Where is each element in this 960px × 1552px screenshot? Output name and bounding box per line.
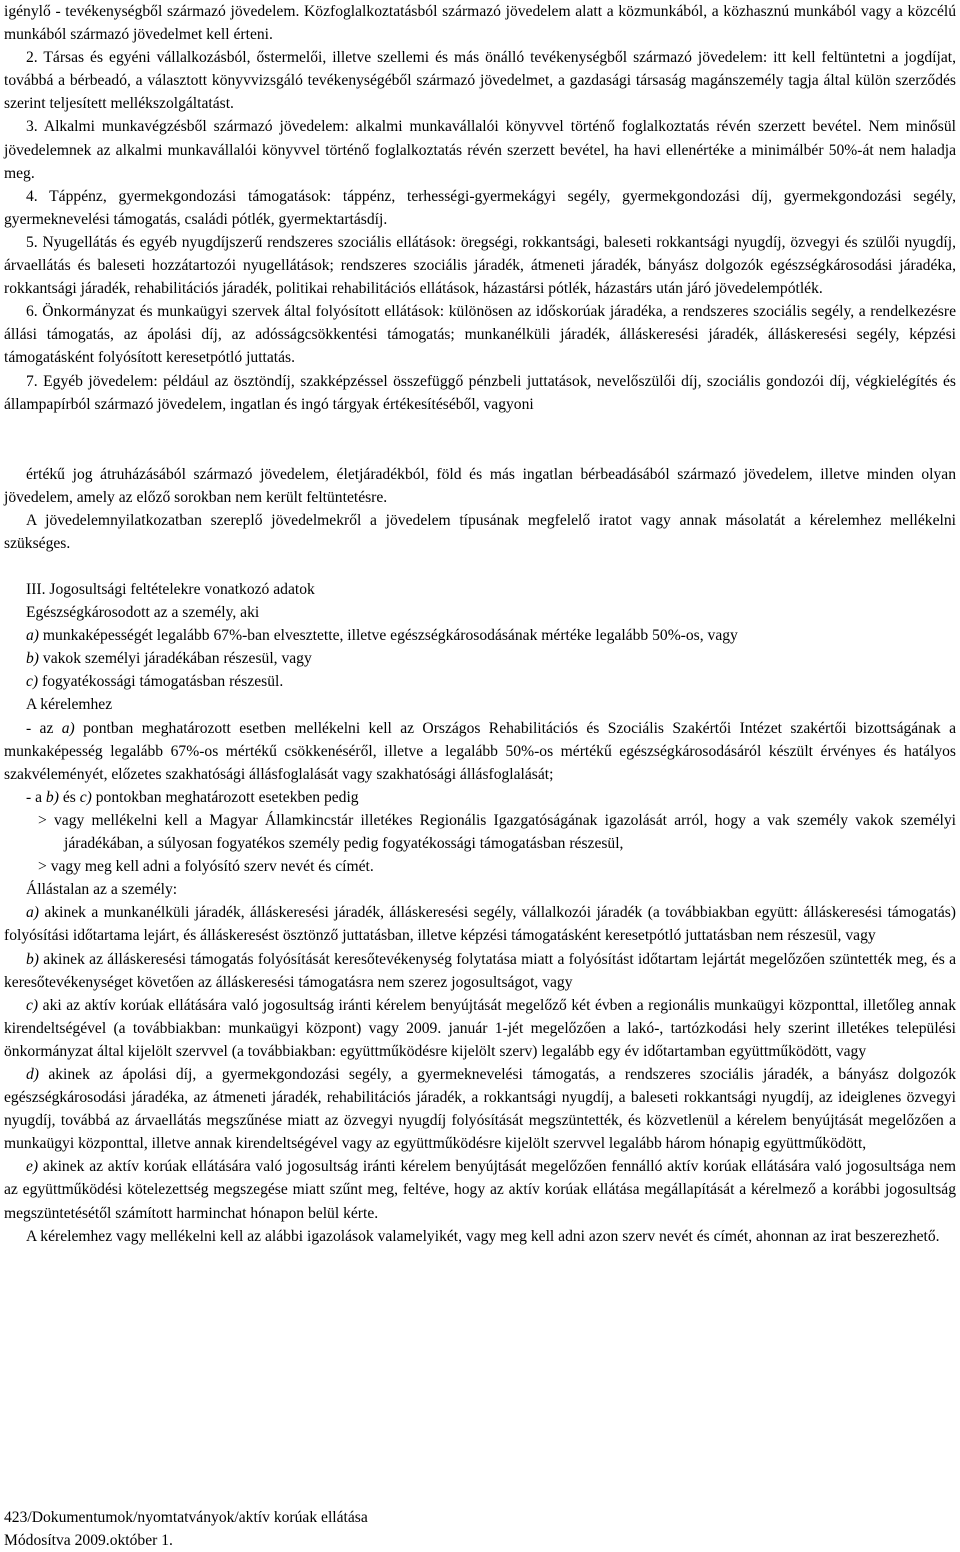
condition-c-text: fogyatékossági támogatásban részesül. xyxy=(38,673,284,691)
option-provide-address: > vagy meg kell adni a folyósító szerv nevét és címét. xyxy=(38,858,374,876)
paragraph-item-2: 2. Társas és egyéni vállalkozásból, őstermelői, illetve szellemi és más önálló tevékenységből származó jövedelem: itt kell feltüntetni a jogdíjat, továbbá a bérbeadó, a választott könyvvizsgáló tevékenységéből származó jövedelmet, a gazdasági társaság magánszemély tagja által külön szerződés szerint teljesített mellékszolgáltatást. xyxy=(4,49,956,113)
condition-a xyxy=(4,624,956,647)
condition-b-text: vakok személyi járadékában részesül, vagy xyxy=(39,650,312,668)
paragraph-item-7-continued: értékű jog átruházásából származó jövedelem, életjáradékból, föld és más ingatlan bérbeadásából származó jövedelem, illetve minden olyan jövedelem, amely az előző sorokban nem került feltüntetésre. xyxy=(4,466,956,507)
unemployed-d: d) akinek az ápolási díj, a gyermekgondozási segély, a gyermeknevelési támogatás, a rendszeres szociális járadék, a bányász dolgozók egészségkárosodási járadéka, az átmeneti járadék, rehabilitációs járadék, a rokkantsági nyugdíj, a baleseti rokkantsági nyugdíj, az ideiglenes özvegyi nyugdíj, továbbá az árvaellátás megszűnése miatt az özvegyi nyugdíj folyósítását megszüntették, és közvetlenül a kérelem benyújtását megelőzően a munkaügyi központtal, illetve annak kirendeltségével vagy az együttműködésre kijelölt szervvel legalább három hónapig együttműködött, xyxy=(4,1065,956,1153)
paragraph-item-3: 3. Alkalmi munkavégzésből származó jövedelem: alkalmi munkavállalói könyvvel történő foglalkoztatás révén szerzett bevétel. Nem minősül jövedelemnek az alkalmi munkavállalói könyvvel történő foglalkoztatás révén szerzett bevétel, ha havi ellenértéke a minimálbér 50%-át nem haladja meg. xyxy=(4,118,956,182)
paragraph-attachment-note: A jövedelemnyilatkozatban szereplő jövedelmekről a jövedelem típusának megfelelő iratot vagy annak másolatát a kérelemhez mellékelni szükséges. xyxy=(4,512,956,553)
unemployed-c: c) aki az aktív korúak ellátására való jogosultság iránti kérelem benyújtását megelőző két évben a regionális munkaügyi központtal, illetőleg annak kirendeltségével (a továbbiakban: munkaügyi központ) vagy 2009. január 1-jét megelőzően a lakó-, tartózkodási hely szerint illetékes települési önkormányzat által kijelölt szervvel (a továbbiakban: együttműködésre kijelölt szerv) legalább egy év időtartamban együttműködött, vagy xyxy=(4,996,956,1060)
paragraph-continuation: igénylő - tevékenységből származó jövedelem. Közfoglalkoztatásból származó jövedelem alatt a közmunkából, a közhasznú munkából vagy a közcélú munkából származó jövedelmet kell érteni. xyxy=(4,3,956,44)
health-damaged-intro: Egészségkárosodott az a személy, aki xyxy=(26,604,260,622)
unemployed-e: e) akinek az aktív korúak ellátására való jogosultság iránti kérelem benyújtását megelőzően fennálló aktív korúak ellátására való jogosultsága nem az együttműködési kötelezettség megszegése miatt szűnt meg, feltéve, hogy az aktív korúak ellátása megállapítását a kérelmező a korábbi jogosultság megszüntetésétől számított harminchat hónapon belül kérte. xyxy=(4,1158,956,1222)
page-footer xyxy=(4,1506,956,1552)
option-attach-certificate: > vagy mellékelni kell a Magyar Államkincstár illetékes Regionális Igazgatóságának igazolását arról, hogy a vak személy vakok személyi járadékában, a súlyosan fogyatékos személy pedig fogyatékossági támogatásban részesül, xyxy=(38,811,956,853)
condition-a-text: munkaképességét legalább 67%-ban elvesztette, illetve egészségkárosodásának mértéke legalább 50%-os, vagy xyxy=(39,627,738,645)
condition-b xyxy=(4,647,956,670)
closing-paragraph: A kérelemhez vagy mellékelni kell az alábbi igazolások valamelyikét, vagy meg kell adni azon szerv nevét és címét, ahonnan az irat beszerezhető. xyxy=(26,1227,940,1245)
unemployed-intro: Állástalan az a személy: xyxy=(26,881,178,899)
income-notes xyxy=(4,463,956,555)
attachment-dash-a: - az a) pontban meghatározott esetben mellékelni kell az Országos Rehabilitációs és Szociális Szakértői Intézet szakértői bizottságának a munkaképesség legalább 67%-os mértékű csökkenéséről, illetve a legalább 50%-os mértékű egészségkárosodásáról készült érvényes és hatályos szakvéleményét, előzetes szakhatósági állásfoglalását vagy szakhatósági állásfoglalását; xyxy=(4,719,956,783)
paragraph-item-7: 7. Egyéb jövedelem: például az ösztöndíj, szakképzéssel összefüggő pénzbeli juttatások, nevelőszülői díj, szociális gondozói díj, végkielégítés és állampapírból származó jövedelem, ingatlan és ingó tárgyak értékesítéséből, vagyoni xyxy=(4,372,956,413)
paragraph-item-4: 4. Táppénz, gyermekgondozási támogatások: táppénz, terhességi-gyermekágyi segély, gyermekgondozási díj, gyermekgondozási segély, gyermeknevelési támogatás, családi pótlék, gyermektartásdíj. xyxy=(4,187,956,228)
paragraph-item-6: 6. Önkormányzat és munkaügyi szervek által folyósított ellátások: különösen az időskorúak járadéka, a rendszeres szociális segély, a rendelkezésre állási támogatás, az ápolási díj, az adósságcsökkentési támogatás; munkanélküli járadék, álláskeresési járadék, álláskeresési segély, képzési támogatásként folyósított keresetpótló juttatás. xyxy=(4,303,956,367)
letter-c: c) xyxy=(26,673,39,691)
condition-c xyxy=(4,670,956,693)
section-eligibility xyxy=(4,578,956,1248)
attachment-dash-bc: - a b) és c) pontokban meghatározott esetekben pedig xyxy=(26,788,359,806)
letter-b: b) xyxy=(26,650,39,668)
footer-modified-date: Módosítva 2009.október 1. xyxy=(4,1532,173,1549)
footer-path: 423/Dokumentumok/nyomtatványok/aktív korúak ellátása xyxy=(4,1509,368,1526)
attachment-heading: A kérelemhez xyxy=(26,696,113,714)
section-heading: III. Jogosultsági feltételekre vonatkozó adatok xyxy=(26,581,315,598)
letter-a: a) xyxy=(26,627,39,645)
unemployed-b: b) akinek az álláskeresési támogatás folyósítását keresőtevékenység folytatása miatt a folyósítást időtartam lejártát megelőzően szüntették meg, és a keresőtevékenységet követően az álláskeresési támogatásra nem szerez jogosultságot, vagy xyxy=(4,950,956,991)
income-definitions xyxy=(4,0,956,416)
unemployed-a: a) akinek a munkanélküli járadék, álláskeresési járadék, álláskeresési segély, vállalkozói járadék (a továbbiakban együtt: álláskeresési támogatás) folyósítási időtartama lejárt, és álláskeresést ösztönző juttatásban, illetve képzési támogatásként keresetpótló juttatásban nem részesül, vagy xyxy=(4,904,956,945)
paragraph-item-5: 5. Nyugellátás és egyéb nyugdíjszerű rendszeres szociális ellátások: öregségi, rokkantsági, baleseti rokkantsági nyugdíj, özvegyi és szülői nyugdíj, árvaellátás és baleseti hozzátartozói nyugellátások; rendszeres szociális járadék, átmeneti járadék, bányász dolgozók egészségkárosodási járadéka, rokkantsági járadék, rehabilitációs járadék, politikai rehabilitációs ellátások, házastársi pótlék, házastárs után járó jövedelempótlék. xyxy=(4,233,956,298)
